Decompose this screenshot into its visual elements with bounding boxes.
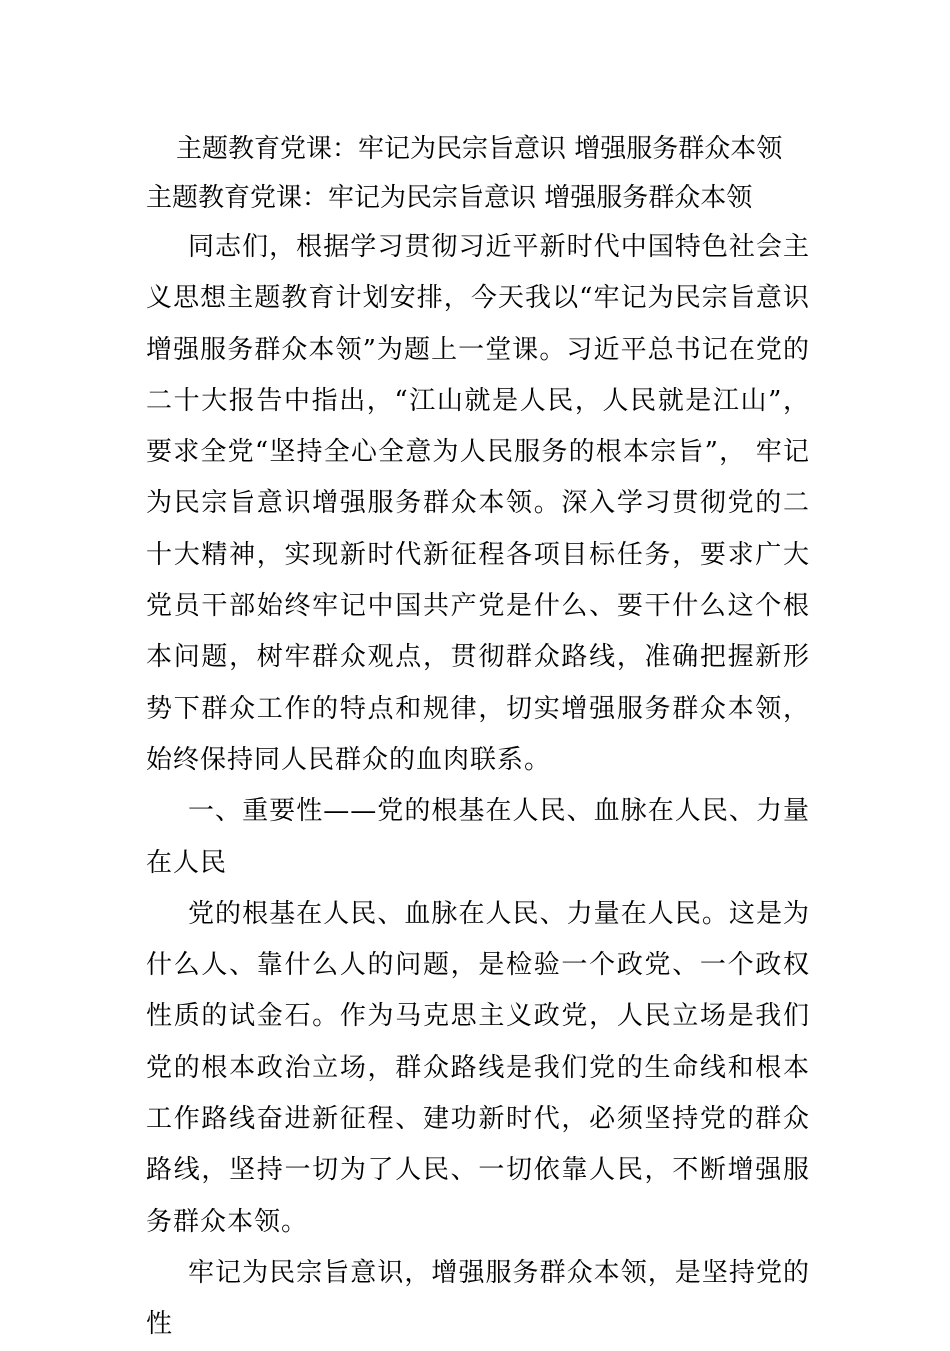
paragraph-intro: 同志们，根据学习贯彻习近平新时代中国特色社会主义思想主题教育计划安排，今天我以“牢记为民宗旨意识 增强服务群众本领”为题上一堂课。习近平总书记在党的二十大报告中指出，“江山就是人民，人民就是江山”，要求全党“坚持全心全意为人民服务的根本宗旨”， 牢记为民宗旨意识增强服务群众本领。深入学习贯彻党的二十大精神，实现新时代新征程各项目标任务，要求广大党员干部始终牢记中国共产党是什么、要干什么这个根本问题，树牢群众观点，贯彻群众路线，准确把握新形势下群众工作的特点和规律，切实增强服务群众本领，始终保持同人民群众的血肉联系。	[146, 232, 810, 775]
document-title-line-2: 主题教育党课：牢记为民宗旨意识 增强服务群众本领	[146, 183, 753, 213]
section-heading-importance: 一、重要性——党的根基在人民、血脉在人民、力量在人民	[146, 796, 810, 878]
document-title-line-1: 主题教育党课：牢记为民宗旨意识 增强服务群众本领	[176, 134, 783, 164]
paragraph-importance: 党的根基在人民、血脉在人民、力量在人民。这是为什么人、靠什么人的问题，是检验一个政党、一个政权性质的试金石。作为马克思主义政党，人民立场是我们党的根本政治立场，群众路线是我们党的生命线和根本工作路线奋进新征程、建功新时代，必须坚持党的群众路线，坚持一切为了人民、一切依靠人民，不断增强服务群众本领。	[146, 898, 810, 1237]
document-body	[146, 222, 810, 1351]
paragraph-continuation: 牢记为民宗旨意识，增强服务群众本领，是坚持党的性	[146, 1257, 810, 1340]
